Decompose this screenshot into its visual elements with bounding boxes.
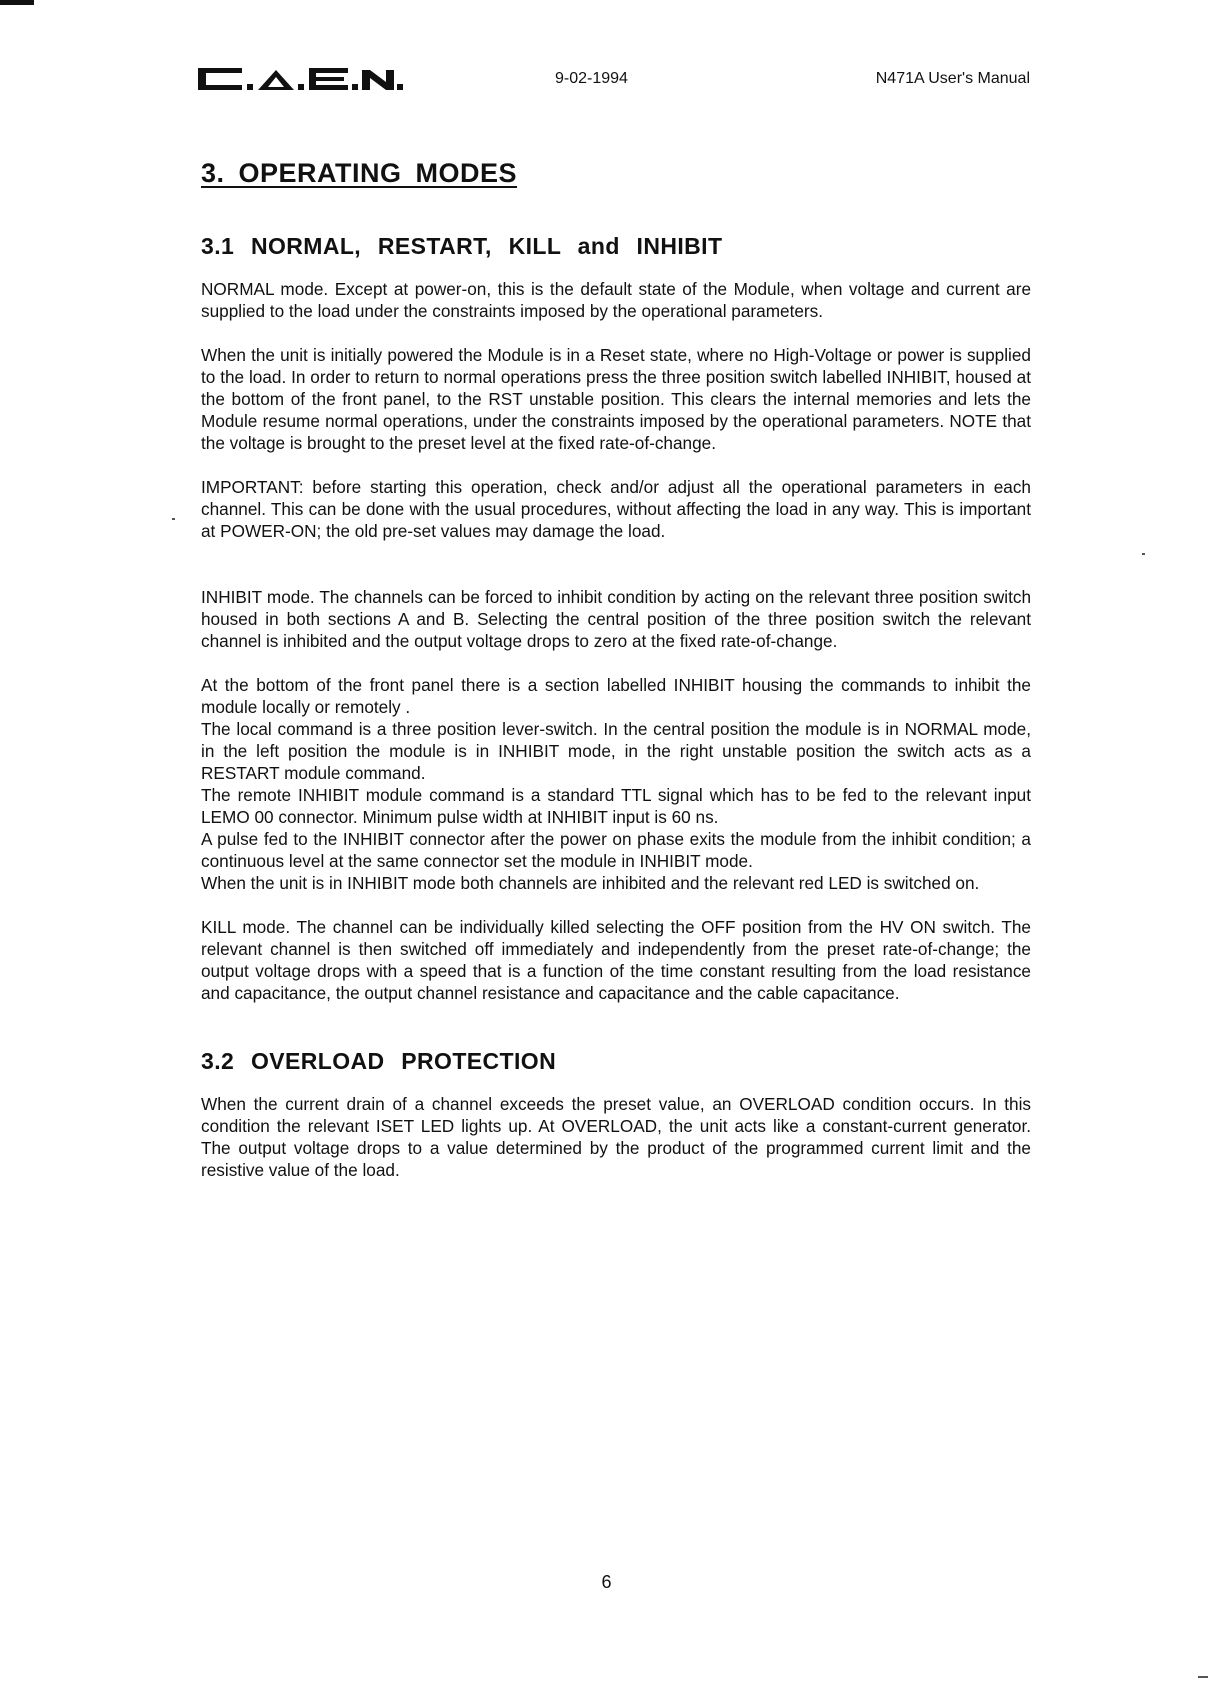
paragraph-pulse: A pulse fed to the INHIBIT connector after the power on phase exits the module from the inhibit condition; a continuous level at the same connector set the module in INHIBIT mode. bbox=[201, 829, 1031, 871]
scan-speck bbox=[172, 518, 175, 520]
caen-logo bbox=[198, 68, 403, 90]
scan-artifact bbox=[0, 0, 34, 5]
paragraph-overload: When the current drain of a channel exceeds the preset value, an OVERLOAD condition occurs. In this condition the relevant ISET LED lights up. At OVERLOAD, the unit acts like a constant-current generator. The output voltage drops to a value determined by the product of the programmed current limit and the resistive value of the load. bbox=[201, 1094, 1031, 1180]
page-content bbox=[201, 158, 1031, 1203]
paragraph-remote-command: The remote INHIBIT module command is a standard TTL signal which has to be fed to the relevant input LEMO 00 connector. Minimum pulse width at INHIBIT input is 60 ns. bbox=[201, 785, 1031, 827]
chapter-title: 3. OPERATING MODES bbox=[201, 158, 518, 188]
paragraph-important: IMPORTANT: before starting this operation, check and/or adjust all the operational parameters in each channel. This can be done with the usual procedures, without affecting the load in any way. This is important at POWER-ON; the old pre-set values may damage the load. bbox=[201, 477, 1031, 541]
header-date: 9-02-1994 bbox=[555, 70, 628, 87]
paragraph-normal-mode: NORMAL mode. Except at power-on, this is the default state of the Module, when voltage and current are supplied to the load under the constraints imposed by the operational parameters. bbox=[201, 279, 1031, 321]
section-title-3-2: 3.2 OVERLOAD PROTECTION bbox=[201, 1048, 557, 1074]
section-title-3-1: 3.1 NORMAL, RESTART, KILL and INHIBIT bbox=[201, 233, 723, 259]
header-manual-title: N471A User's Manual bbox=[875, 70, 1030, 87]
paragraph-local-command: The local command is a three position lever-switch. In the central position the module is in NORMAL mode, in the left position the module is in INHIBIT mode, in the right unstable position the switch acts as a RESTART module command. bbox=[201, 719, 1031, 783]
paragraph-reset-state: When the unit is initially powered the Module is in a Reset state, where no High-Voltage or power is supplied to the load. In order to return to normal operations press the three position switch labelled INHIBIT, housed at the bottom of the front panel, to the RST unstable position. This clears the internal memories and lets the Module resume normal operations, under the constraints imposed by the operational parameters. NOTE that the voltage is brought to the preset level at the fixed rate-of-change. bbox=[201, 345, 1031, 453]
paragraph-inhibit-led: When the unit is in INHIBIT mode both channels are inhibited and the relevant red LED is switched on. bbox=[201, 873, 980, 893]
page-header bbox=[198, 66, 1030, 96]
scan-speck bbox=[1142, 553, 1145, 555]
scan-speck bbox=[1198, 1676, 1208, 1678]
paragraph-inhibit-section: At the bottom of the front panel there is a section labelled INHIBIT housing the commands to inhibit the module locally or remotely . bbox=[201, 675, 1031, 717]
page-number: 6 bbox=[601, 1572, 612, 1592]
paragraph-kill-mode: KILL mode. The channel can be individually killed selecting the OFF position from the HV ON switch. The relevant channel is then switched off immediately and independently from the preset rate-of-change; the output voltage drops with a speed that is a function of the time constant resulting from the load resistance and capacitance, the output channel resistance and capacitance and the cable capacitance. bbox=[201, 917, 1031, 1003]
paragraph-inhibit-mode: INHIBIT mode. The channels can be forced to inhibit condition by acting on the relevant three position switch housed in both sections A and B. Selecting the central position of the three position switch the relevant channel is inhibited and the output voltage drops to zero at the fixed rate-of-change. bbox=[201, 587, 1031, 651]
